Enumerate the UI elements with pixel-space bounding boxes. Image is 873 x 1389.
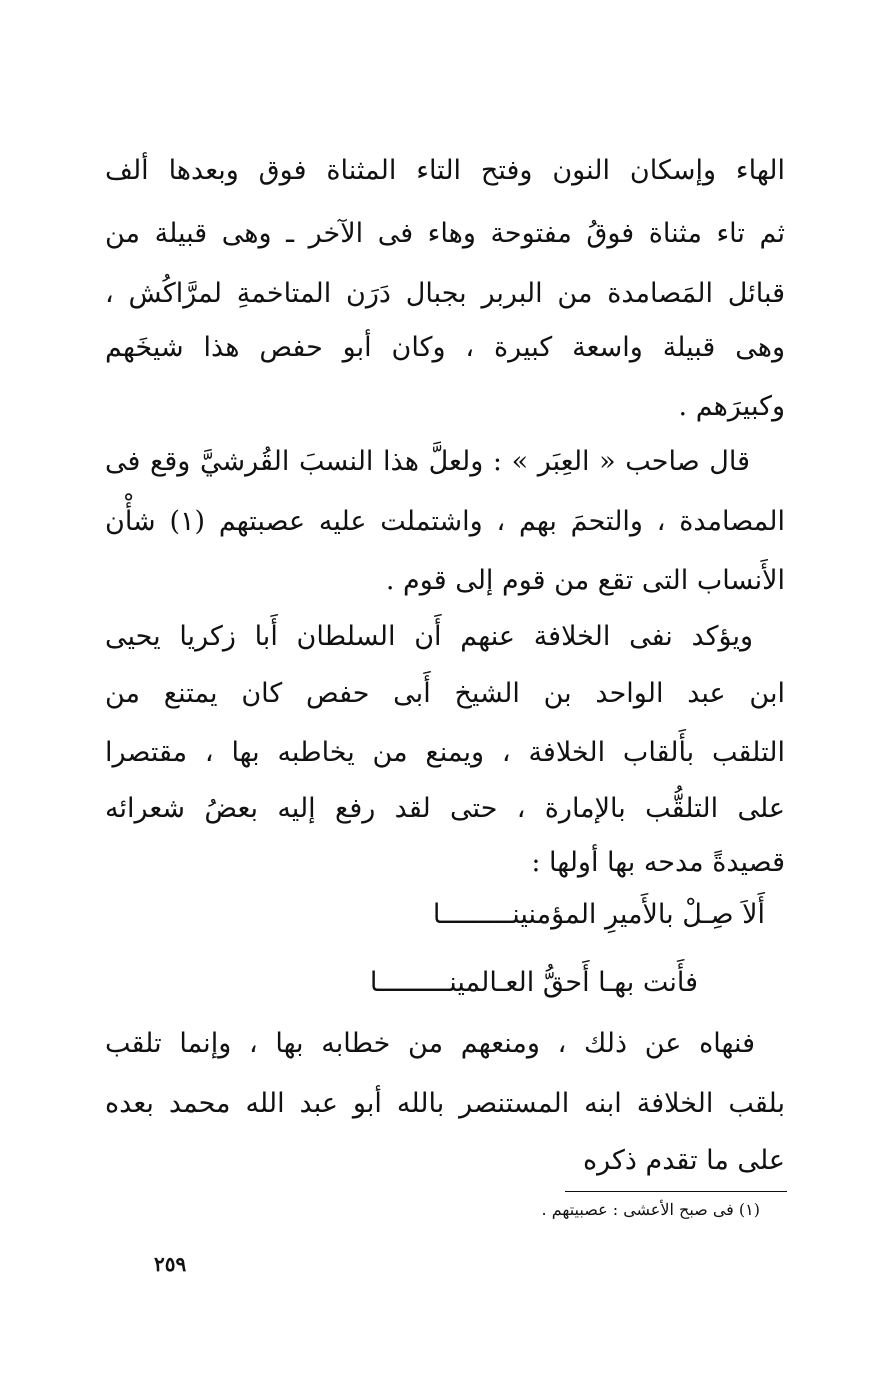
text-line: على التلقُّب بالإمارة ، حتى لقد رفع إليه بعضُ شعرائه — [105, 793, 785, 824]
text-line: قصيدةً مدحه بها أولها : — [531, 847, 785, 878]
text-line: ويؤكد نفى الخلافة عنهم أَن السلطان أَبا زكريا يحيى — [105, 621, 753, 652]
text-line: الأَنساب التى تقع من قوم إلى قوم . — [385, 565, 785, 596]
text-line: بلقب الخلافة ابنه المستنصر بالله أبو عبد الله محمد بعده — [105, 1088, 785, 1119]
text-line: ثم تاء مثناة فوقُ مفتوحة وهاء فى الآخر ـ وهى قبيلة من — [105, 218, 785, 249]
text-line: فنهاه عن ذلك ، ومنعهم من خطابه بها ، وإنما تلقب — [105, 1028, 755, 1059]
text-line: قبائل المَصامدة من البربر بجبال دَرَن المتاخمةِ لمرَّاكُش ، — [105, 278, 785, 309]
text-line: قال صاحب « العِبَر » : ولعلَّ هذا النسبَ القُرشيَّ وقع فى — [105, 446, 750, 477]
verse-line-2: فأَنت بهـا أَحقُّ العـالمينـــــــــا — [369, 967, 698, 998]
text-line: وهى قبيلة واسعة كبيرة ، وكان أبو حفص هذا شيخَهم — [105, 332, 785, 363]
verse-line-1: أَلاَ صِـلْ بالأَميرِ المؤمنينـــــــــا — [432, 899, 765, 930]
footnote-separator — [565, 1191, 787, 1192]
text-line: الهاء وإسكان النون وفتح التاء المثناة فوق وبعدها ألف — [105, 155, 785, 186]
text-line: على ما تقدم ذكره — [583, 1145, 785, 1176]
page-number: ٢٥٩ — [154, 1252, 187, 1276]
text-line: ابن عبد الواحد بن الشيخ أَبى حفص كان يمتنع من — [105, 678, 785, 709]
text-line: المصامدة ، والتحمَ بهم ، واشتملت عليه عصبتهم (١) شأْن — [105, 506, 785, 537]
text-line: التلقب بأَلقاب الخلافة ، ويمنع من يخاطبه بها ، مقتصرا — [105, 737, 785, 768]
footnote: (١) فى صبح الأعشى : عصبيتهم . — [541, 1200, 760, 1219]
text-line: وكبيرَهم . — [678, 391, 785, 422]
